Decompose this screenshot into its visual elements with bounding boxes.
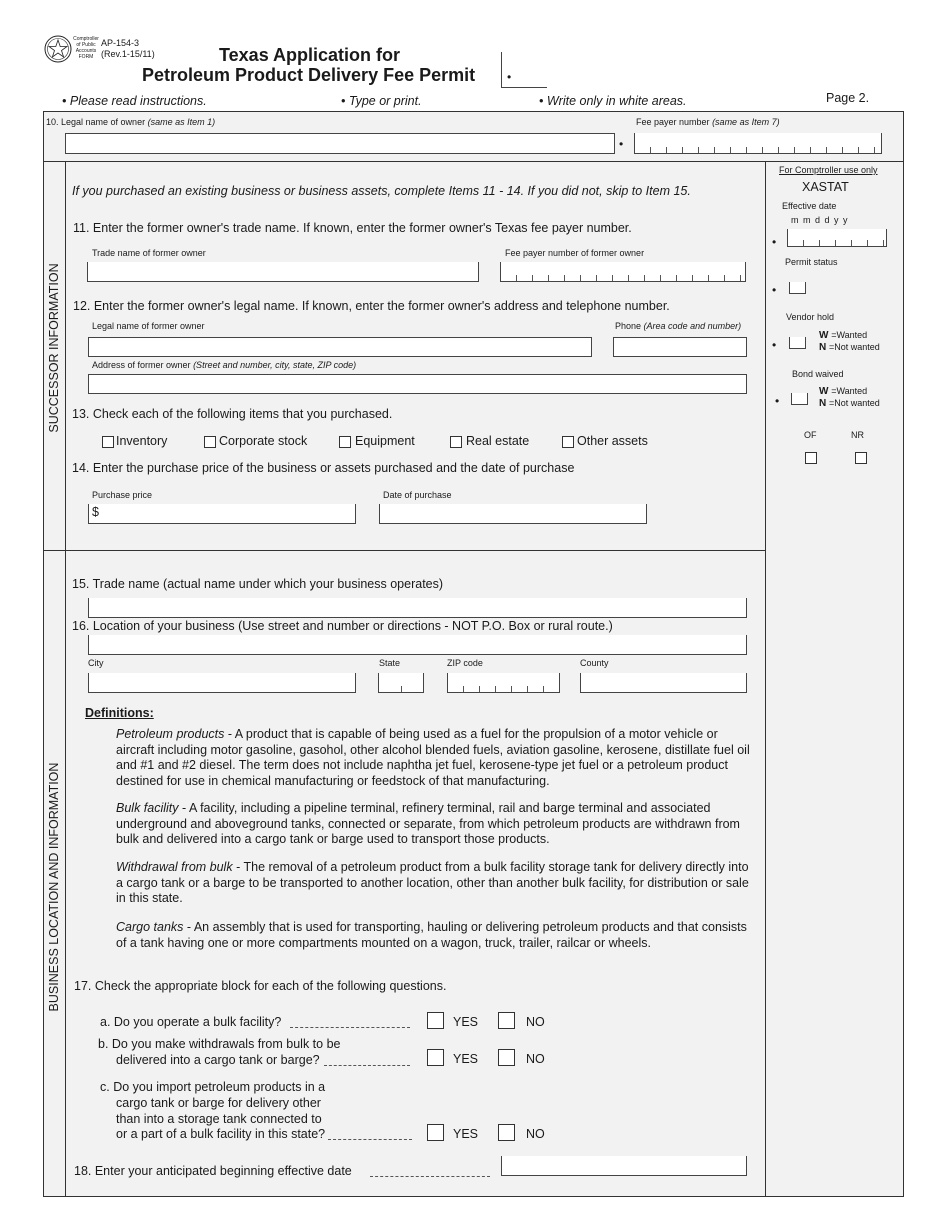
seal-star-icon (44, 35, 72, 63)
header-bullet: • (507, 70, 512, 84)
real-estate-label: Real estate (466, 434, 530, 448)
former-fee-payer-field[interactable] (500, 262, 746, 282)
effective-date-field[interactable] (787, 229, 887, 247)
item10-fee-label: Fee payer number (same as Item 7) (636, 117, 780, 127)
item12-text: 12. Enter the former owner's legal name. If known, enter the former owner's address and telephone number. (73, 299, 670, 313)
q-b-no-checkbox[interactable] (498, 1049, 515, 1066)
former-fee-payer-label: Fee payer number of former owner (505, 248, 645, 258)
form-revision: (Rev.1-15/11) (101, 49, 155, 59)
form-title-line2: Petroleum Product Delivery Fee Permit (142, 65, 476, 85)
definition-bulk-facility: Bulk facility - A facility, including a pipeline terminal, refinery terminal, rail and barge terminal and associated underground and aboveground tanks, connected or separate, from which petroleum products are withdrawn from bulk and delivered into a cargo tank or barge used to transport those products. (116, 801, 740, 847)
q-b-no-label: NO (526, 1052, 545, 1066)
purchase-price-field[interactable] (88, 504, 356, 524)
item18-text: 18. Enter your anticipated beginning effective date (74, 1164, 352, 1178)
permit-status-label: Permit status (785, 257, 838, 267)
q-a-no-label: NO (526, 1015, 545, 1029)
former-address-field[interactable] (88, 374, 747, 394)
former-trade-name-field[interactable] (87, 262, 479, 282)
real-estate-checkbox[interactable] (450, 436, 462, 448)
city-label: City (88, 658, 104, 668)
q-b-yes-checkbox[interactable] (427, 1049, 444, 1066)
item11-text: 11. Enter the former owner's trade name. If known, enter the former owner's Texas fee payer number. (73, 221, 632, 235)
q-b-yes-label: YES (453, 1052, 479, 1066)
phone-label: Phone (Area code and number) (615, 321, 742, 331)
item13-text: 13. Check each of the following items that you purchased. (72, 407, 393, 421)
q-c-no-checkbox[interactable] (498, 1124, 515, 1141)
bond-waived-n: N =Not wanted (819, 398, 880, 409)
vendor-hold-n: N =Not wanted (819, 342, 880, 353)
q-c-yes-label: YES (453, 1127, 479, 1141)
item10-label: 10. Legal name of owner (same as Item 1) (46, 117, 216, 127)
corporate-stock-label: Corporate stock (219, 434, 308, 448)
beginning-effective-date-field[interactable] (501, 1156, 747, 1176)
definition-withdrawal: Withdrawal from bulk - The removal of a petroleum product from a bulk facility storage tank for delivery directly into a cargo tank or a barge to be transported to another location, other than another bulk facility, for distribution or sale in this state. (116, 860, 749, 906)
inventory-checkbox[interactable] (102, 436, 114, 448)
vendor-hold-label: Vendor hold (786, 312, 835, 322)
address-label: Address of former owner (Street and number, city, state, ZIP code) (92, 360, 357, 370)
q-a-no-checkbox[interactable] (498, 1012, 515, 1029)
question-c-line1: c. Do you import petroleum products in a (100, 1080, 326, 1094)
item17-text: 17. Check the appropriate block for each of the following questions. (74, 979, 447, 993)
purchase-date-label: Date of purchase (383, 490, 452, 500)
other-assets-checkbox[interactable] (562, 436, 574, 448)
definitions-title: Definitions: (85, 706, 154, 720)
q-c-no-label: NO (526, 1127, 545, 1141)
state-label: State (379, 658, 401, 668)
state-field[interactable] (378, 673, 424, 693)
purchase-date-field[interactable] (379, 504, 647, 524)
fee-payer-bullet: • (619, 137, 624, 151)
bond-waived-field[interactable] (791, 393, 808, 405)
city-field[interactable] (88, 673, 356, 693)
question-b-line1: b. Do you make withdrawals from bulk to be (98, 1037, 341, 1051)
equipment-label: Equipment (355, 434, 415, 448)
comptroller-seal (44, 35, 72, 63)
zip-label: ZIP code (447, 658, 483, 668)
of-checkbox[interactable] (805, 452, 817, 464)
vendor-hold-field[interactable] (789, 337, 806, 349)
nr-checkbox[interactable] (855, 452, 867, 464)
of-label: OF (804, 430, 817, 440)
nr-label: NR (851, 430, 864, 440)
effective-date-bullet: • (772, 235, 777, 249)
former-legal-name-label: Legal name of former owner (92, 321, 205, 331)
item15-text: 15. Trade name (actual name under which your business operates) (72, 577, 444, 591)
item14-text: 14. Enter the purchase price of the business or assets purchased and the date of purchase (72, 461, 575, 475)
other-assets-label: Other assets (577, 434, 648, 448)
question-b-line2: delivered into a cargo tank or barge? (116, 1053, 320, 1067)
page-number: Page 2. (826, 91, 870, 105)
xastat-label: XASTAT (802, 180, 849, 194)
question-c-line4: or a part of a bulk facility in this state? (116, 1127, 326, 1141)
equipment-checkbox[interactable] (339, 436, 351, 448)
bond-waived-bullet: • (775, 394, 780, 408)
definition-cargo-tanks: Cargo tanks - An assembly that is used for transporting, hauling or delivering petroleum products and that consists of a tank having one or more compartments mounted on a wagon, truck, trailer, railcar or wheels. (116, 920, 747, 950)
corporate-stock-checkbox[interactable] (204, 436, 216, 448)
inventory-label: Inventory (116, 434, 168, 448)
bond-waived-label: Bond waived (792, 369, 844, 379)
seal-caption: Comptroller of Public Accounts FORM (73, 36, 99, 60)
business-side-label: BUSINESS LOCATION AND INFORMATION (47, 762, 61, 1012)
vendor-hold-bullet: • (772, 338, 777, 352)
question-c-line3: than into a storage tank connected to (116, 1112, 322, 1126)
former-legal-name-field[interactable] (88, 337, 592, 357)
item16-text: 16. Location of your business (Use street and number or directions - NOT P.O. Box or rural route.) (72, 619, 613, 633)
county-field[interactable] (580, 673, 747, 693)
successor-intro: If you purchased an existing business or business assets, complete Items 11 - 14. If you did not, skip to Item 15. (72, 184, 691, 198)
q-a-yes-checkbox[interactable] (427, 1012, 444, 1029)
owner-legal-name-field[interactable] (65, 133, 615, 154)
dollar-sign: $ (92, 505, 99, 519)
question-a: a. Do you operate a bulk facility? (100, 1015, 282, 1029)
purchase-price-label: Purchase price (92, 490, 153, 500)
bond-waived-w: W =Wanted (819, 386, 868, 397)
q-c-yes-checkbox[interactable] (427, 1124, 444, 1141)
instruction-1: • Please read instructions. (62, 94, 207, 108)
effective-date-label: Effective date (782, 201, 837, 211)
owner-fee-payer-field[interactable] (634, 133, 882, 154)
trade-name-label: Trade name of former owner (92, 248, 206, 258)
comptroller-title: For Comptroller use only (779, 165, 878, 175)
county-label: County (580, 658, 609, 668)
vendor-hold-w: W =Wanted (819, 330, 868, 341)
zip-field[interactable] (447, 673, 560, 693)
trade-name-field[interactable] (88, 598, 747, 618)
permit-status-bullet: • (772, 283, 777, 297)
permit-status-field[interactable] (789, 282, 806, 294)
form-title-line1: Texas Application for (219, 45, 401, 65)
definition-petroleum: Petroleum products - A product that is capable of being used as a fuel for the propulsion of a motor vehicle or aircraft including motor gasoline, gasohol, other alcohol blended fuels, aviation gasoline, kerosene, distillate fuel oil and #1 and #2 diesel. The term does not include naphtha jet fuel, kerosene-type jet fuel or a petroleum product destined for use in chemical manufacturing or feedstock of that manufacturing. (116, 727, 750, 788)
form-number: AP-154-3 (101, 38, 140, 48)
q-a-yes-label: YES (453, 1015, 479, 1029)
location-field[interactable] (88, 635, 747, 655)
former-phone-field[interactable] (613, 337, 747, 357)
instruction-2: • Type or print. (341, 94, 422, 108)
question-c-line2: cargo tank or barge for delivery other (116, 1096, 321, 1110)
instruction-3: • Write only in white areas. (539, 94, 687, 108)
successor-side-label: SUCCESSOR INFORMATION (47, 263, 61, 433)
date-format-label: m m d d y y (791, 215, 848, 225)
